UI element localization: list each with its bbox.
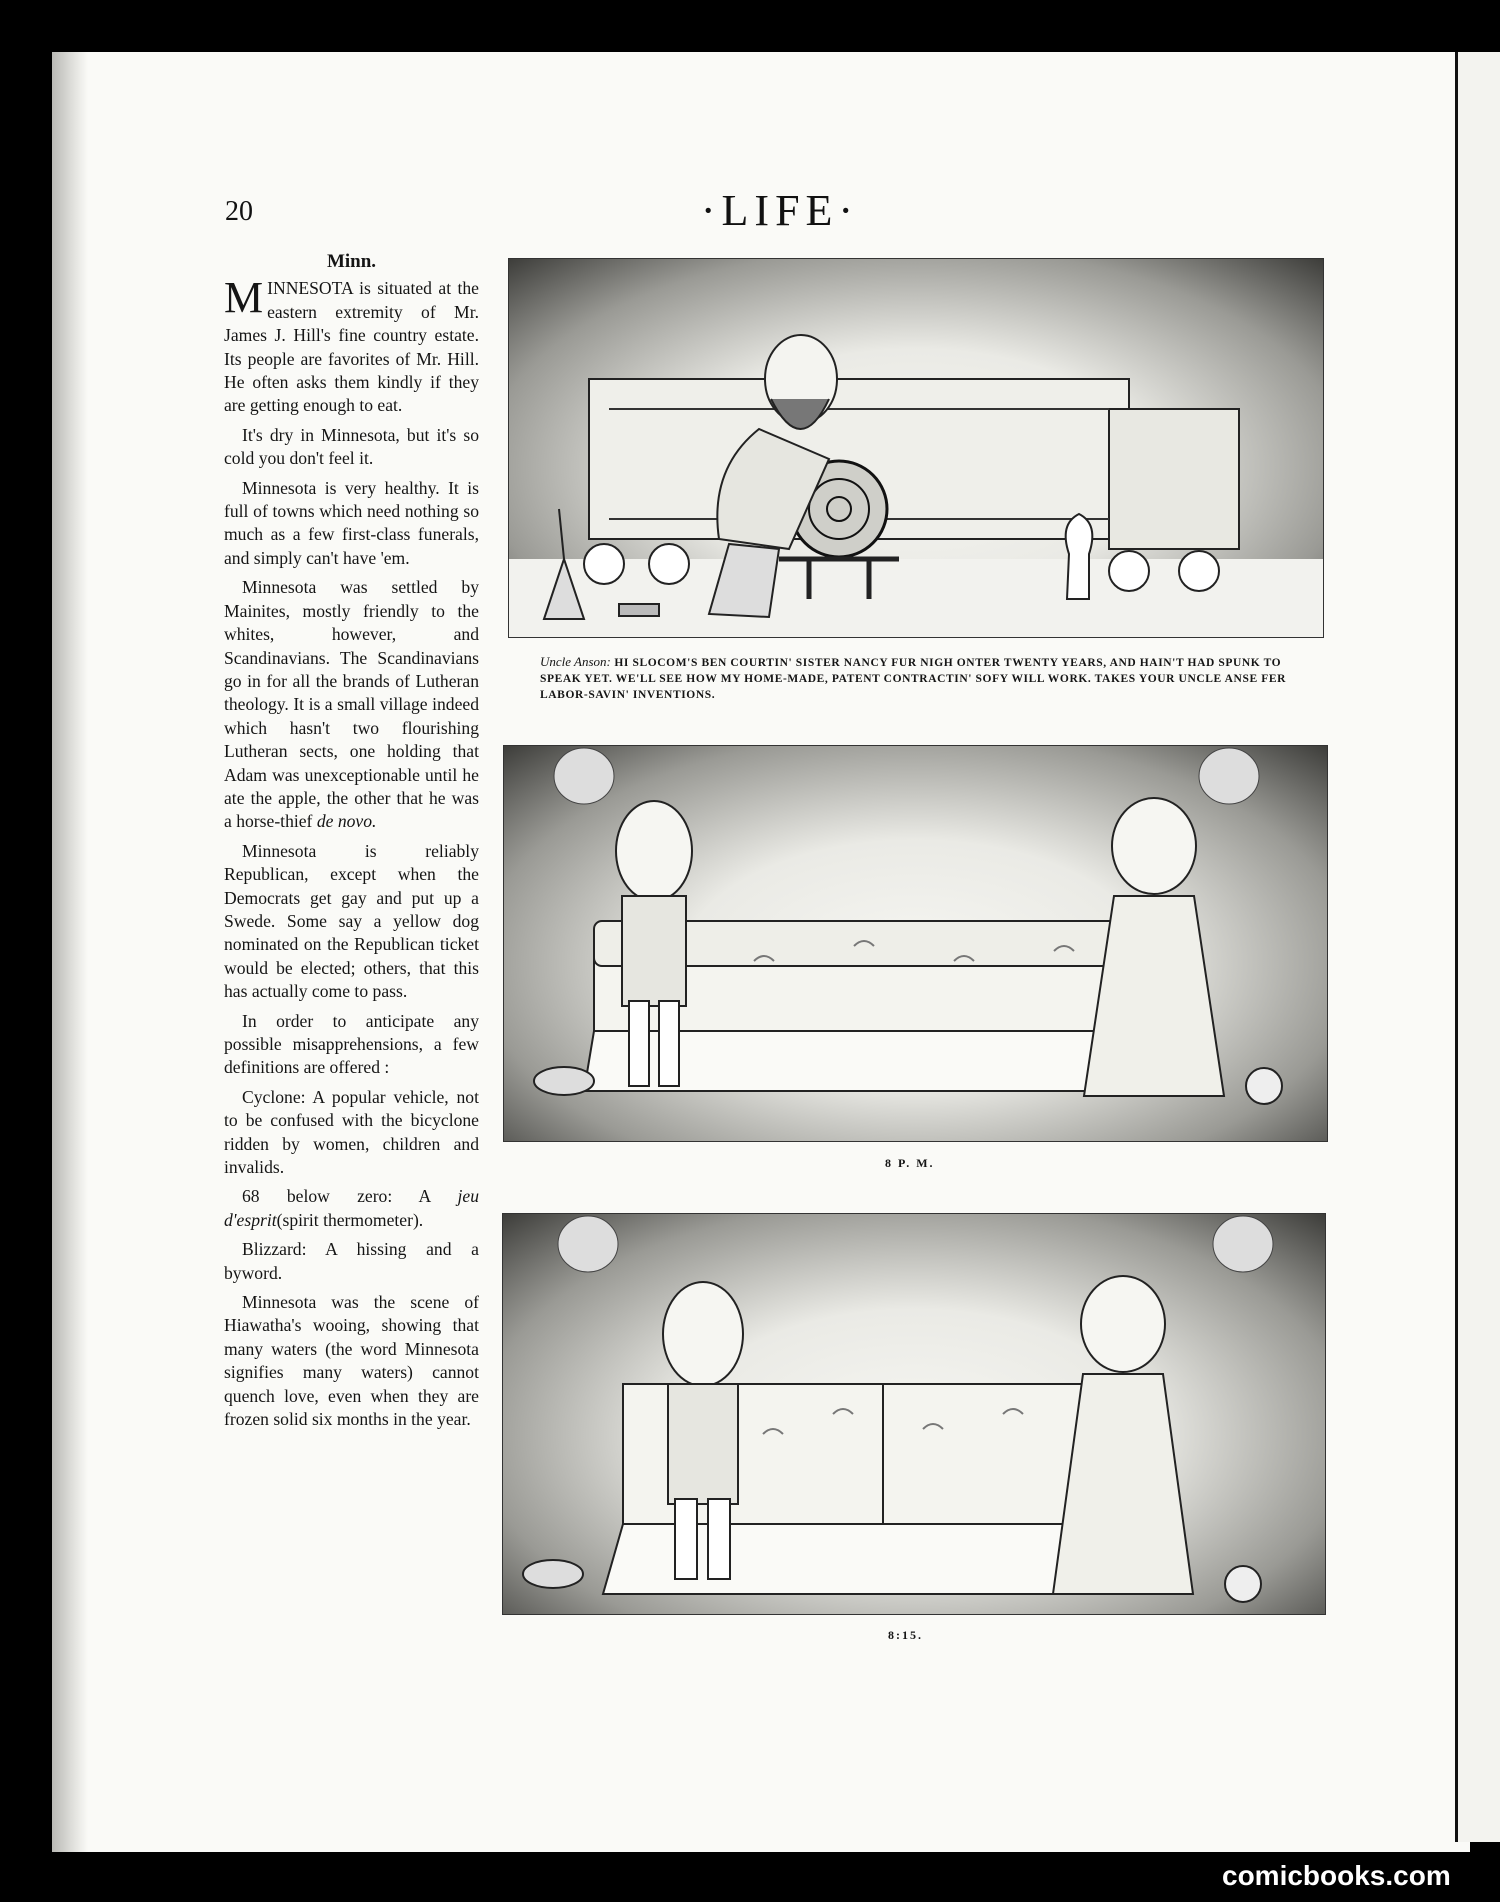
article-paragraph: In order to anticipate any possible misapprehensions, a few definitions are offered : — [224, 1010, 479, 1078]
italic-phrase: jeu d'esprit — [224, 1186, 479, 1230]
time-label-8pm: 8 P. M. — [885, 1156, 935, 1170]
drop-cap: M — [224, 273, 264, 323]
cartoon-uncle-anson — [508, 258, 1324, 638]
cartoon-illustration — [509, 259, 1323, 637]
cartoon-illustration — [503, 1214, 1325, 1614]
article-paragraph: It's dry in Minnesota, but it's so cold you don't feel it. — [224, 424, 479, 469]
article-paragraph: Minnesota is reliably Republican, except when the Democrats get gay and put up a Swede. Some say a yellow dog nominated on the Republican ticket would be elected; others, that this has actually come to pass. — [224, 840, 479, 1002]
italic-phrase: de novo. — [316, 811, 377, 832]
page-number: 20 — [225, 196, 253, 227]
article-column — [224, 250, 479, 1438]
article-paragraph: Blizzard: A hissing and a byword. — [224, 1239, 479, 1283]
article-paragraph: Minnesota was the scene of Hiawatha's wooing, showing that many waters (the word Minnesota signifies many waters) cannot quench love, even when they are frozen solid six months in the year. — [224, 1292, 479, 1430]
page-gutter-shadow — [52, 52, 88, 1852]
facing-page-edge — [1455, 52, 1500, 1842]
caption-text: HI SLOCOM'S BEN COURTIN' SISTER NANCY FUR NIGH ONTER TWENTY YEARS, AND HAIN'T HAD SPUNK TO SPEAK YET. WE'LL SEE HOW MY HOME-MADE, PATENT CONTRACTIN' SOFY WILL WORK. TAKES YOUR UNCLE ANSE FER LABOR-SAVIN' INVENTIONS. — [540, 657, 1287, 701]
cartoon-8pm — [503, 745, 1328, 1142]
watermark-text: comicbooks.com — [1222, 1860, 1451, 1891]
article-paragraph: 68 below zero: A jeu d'esprit(spirit thermometer). — [224, 1186, 479, 1230]
article-title: Minn. — [326, 251, 377, 272]
caption-speaker: Uncle Anson: — [540, 654, 611, 669]
article-paragraph: MINNESOTA is situated at the eastern extremity of Mr. James J. Hill's fine country estate. Its people are favorites of Mr. Hill. He often asks them kindly if they are getting enough to eat. — [224, 273, 479, 416]
cartoon-caption — [540, 654, 1290, 703]
article-paragraph: Minnesota is very healthy. It is full of towns which need nothing so much as a few first-class funerals, and simply can't have 'em. — [224, 477, 479, 568]
masthead-title: ·LIFE· — [700, 186, 860, 235]
cartoon-815 — [502, 1213, 1326, 1615]
article-paragraph: Cyclone: A popular vehicle, not to be confused with the bicyclone ridden by women, children and invalids. — [224, 1086, 479, 1178]
time-label-815: 8:15. — [888, 1628, 923, 1642]
article-paragraph: Minnesota was settled by Mainites, mostly friendly to the whites, however, and Scandinavians. The Scandinavians go in for all the brands of Lutheran theology. It is a small village indeed which hasn't two flourishing Lutheran sects, one holding that Adam was unexceptionable until he ate the apple, the other that he was a horse-thief de novo. — [224, 577, 479, 832]
cartoon-illustration — [504, 746, 1327, 1141]
